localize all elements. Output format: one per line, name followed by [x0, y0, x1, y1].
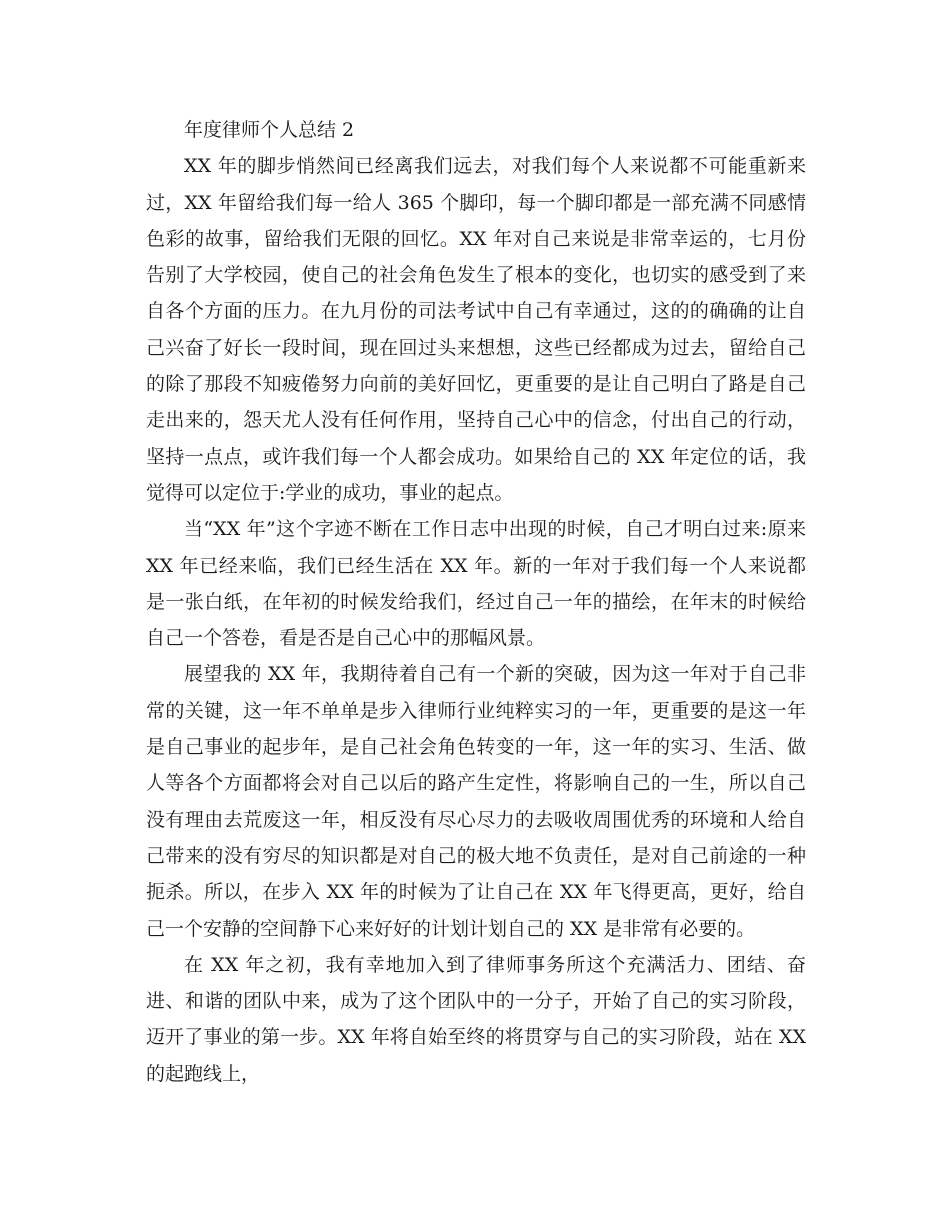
- paragraph-4: 在 XX 年之初，我有幸地加入到了律师事务所这个充满活力、团结、奋进、和谐的团队中来，成为了这个团队中的一分子，开始了自己的实习阶段，迈开了事业的第一步。XX 年将自始至终的将贯穿与自己的实习阶段，站在 XX 的起跑线上，: [146, 953, 806, 1085]
- paragraph-3: 展望我的 XX 年，我期待着自己有一个新的突破，因为这一年对于自己非常的关键，这一年不单单是步入律师行业纯粹实习的一年，更重要的是这一年是自己事业的起步年，是自己社会角色转变的一年，这一年的实习、生活、做人等各个方面都将会对自己以后的路产生定性，将影响自己的一生，所以自己没有理由去荒废这一年，相反没有尽心尽力的去吸收周围优秀的环境和人给自己带来的没有穷尽的知识都是对自己的极大地不负责任，是对自己前途的一种扼杀。所以，在步入 XX 年的时候为了让自己在 XX 年飞得更高，更好，给自己一个安静的空间静下心来好好的计划计划自己的 XX 是非常有必要的。: [146, 663, 806, 940]
- document-body: [146, 112, 806, 1092]
- paragraph-1: XX 年的脚步悄然间已经离我们远去，对我们每个人来说都不可能重新来过，XX 年留给我们每一给人 365 个脚印，每一个脚印都是一部充满不同感情色彩的故事，留给我们无限的回忆。XX 年对自己来说是非常幸运的，七月份告别了大学校园，使自己的社会角色发生了根本的变化，也切实的感受到了来自各个方面的压力。在九月份的司法考试中自己有幸通过，这的的确确的让自己兴奋了好长一段时间，现在回过头来想想，这些已经都成为过去，留给自己的除了那段不知疲倦努力向前的美好回忆，更重要的是让自己明白了路是自己走出来的，怨天尤人没有任何作用，坚持自己心中的信念，付出自己的行动，坚持一点点，或许我们每一个人都会成功。如果给自己的 XX 年定位的话，我觉得可以定位于:学业的成功，事业的起点。: [146, 155, 806, 504]
- document-title: 年度律师个人总结 2: [184, 119, 355, 141]
- paragraph-2: 当“XX 年”这个字迹不断在工作日志中出现的时候，自己才明白过来:原来 XX 年已经来临，我们已经生活在 XX 年。新的一年对于我们每一个人来说都是一张白纸，在年初的时候发给我们，经过自己一年的描绘，在年末的时候给自己一个答卷，看是否是自己心中的那幅风景。: [146, 518, 806, 650]
